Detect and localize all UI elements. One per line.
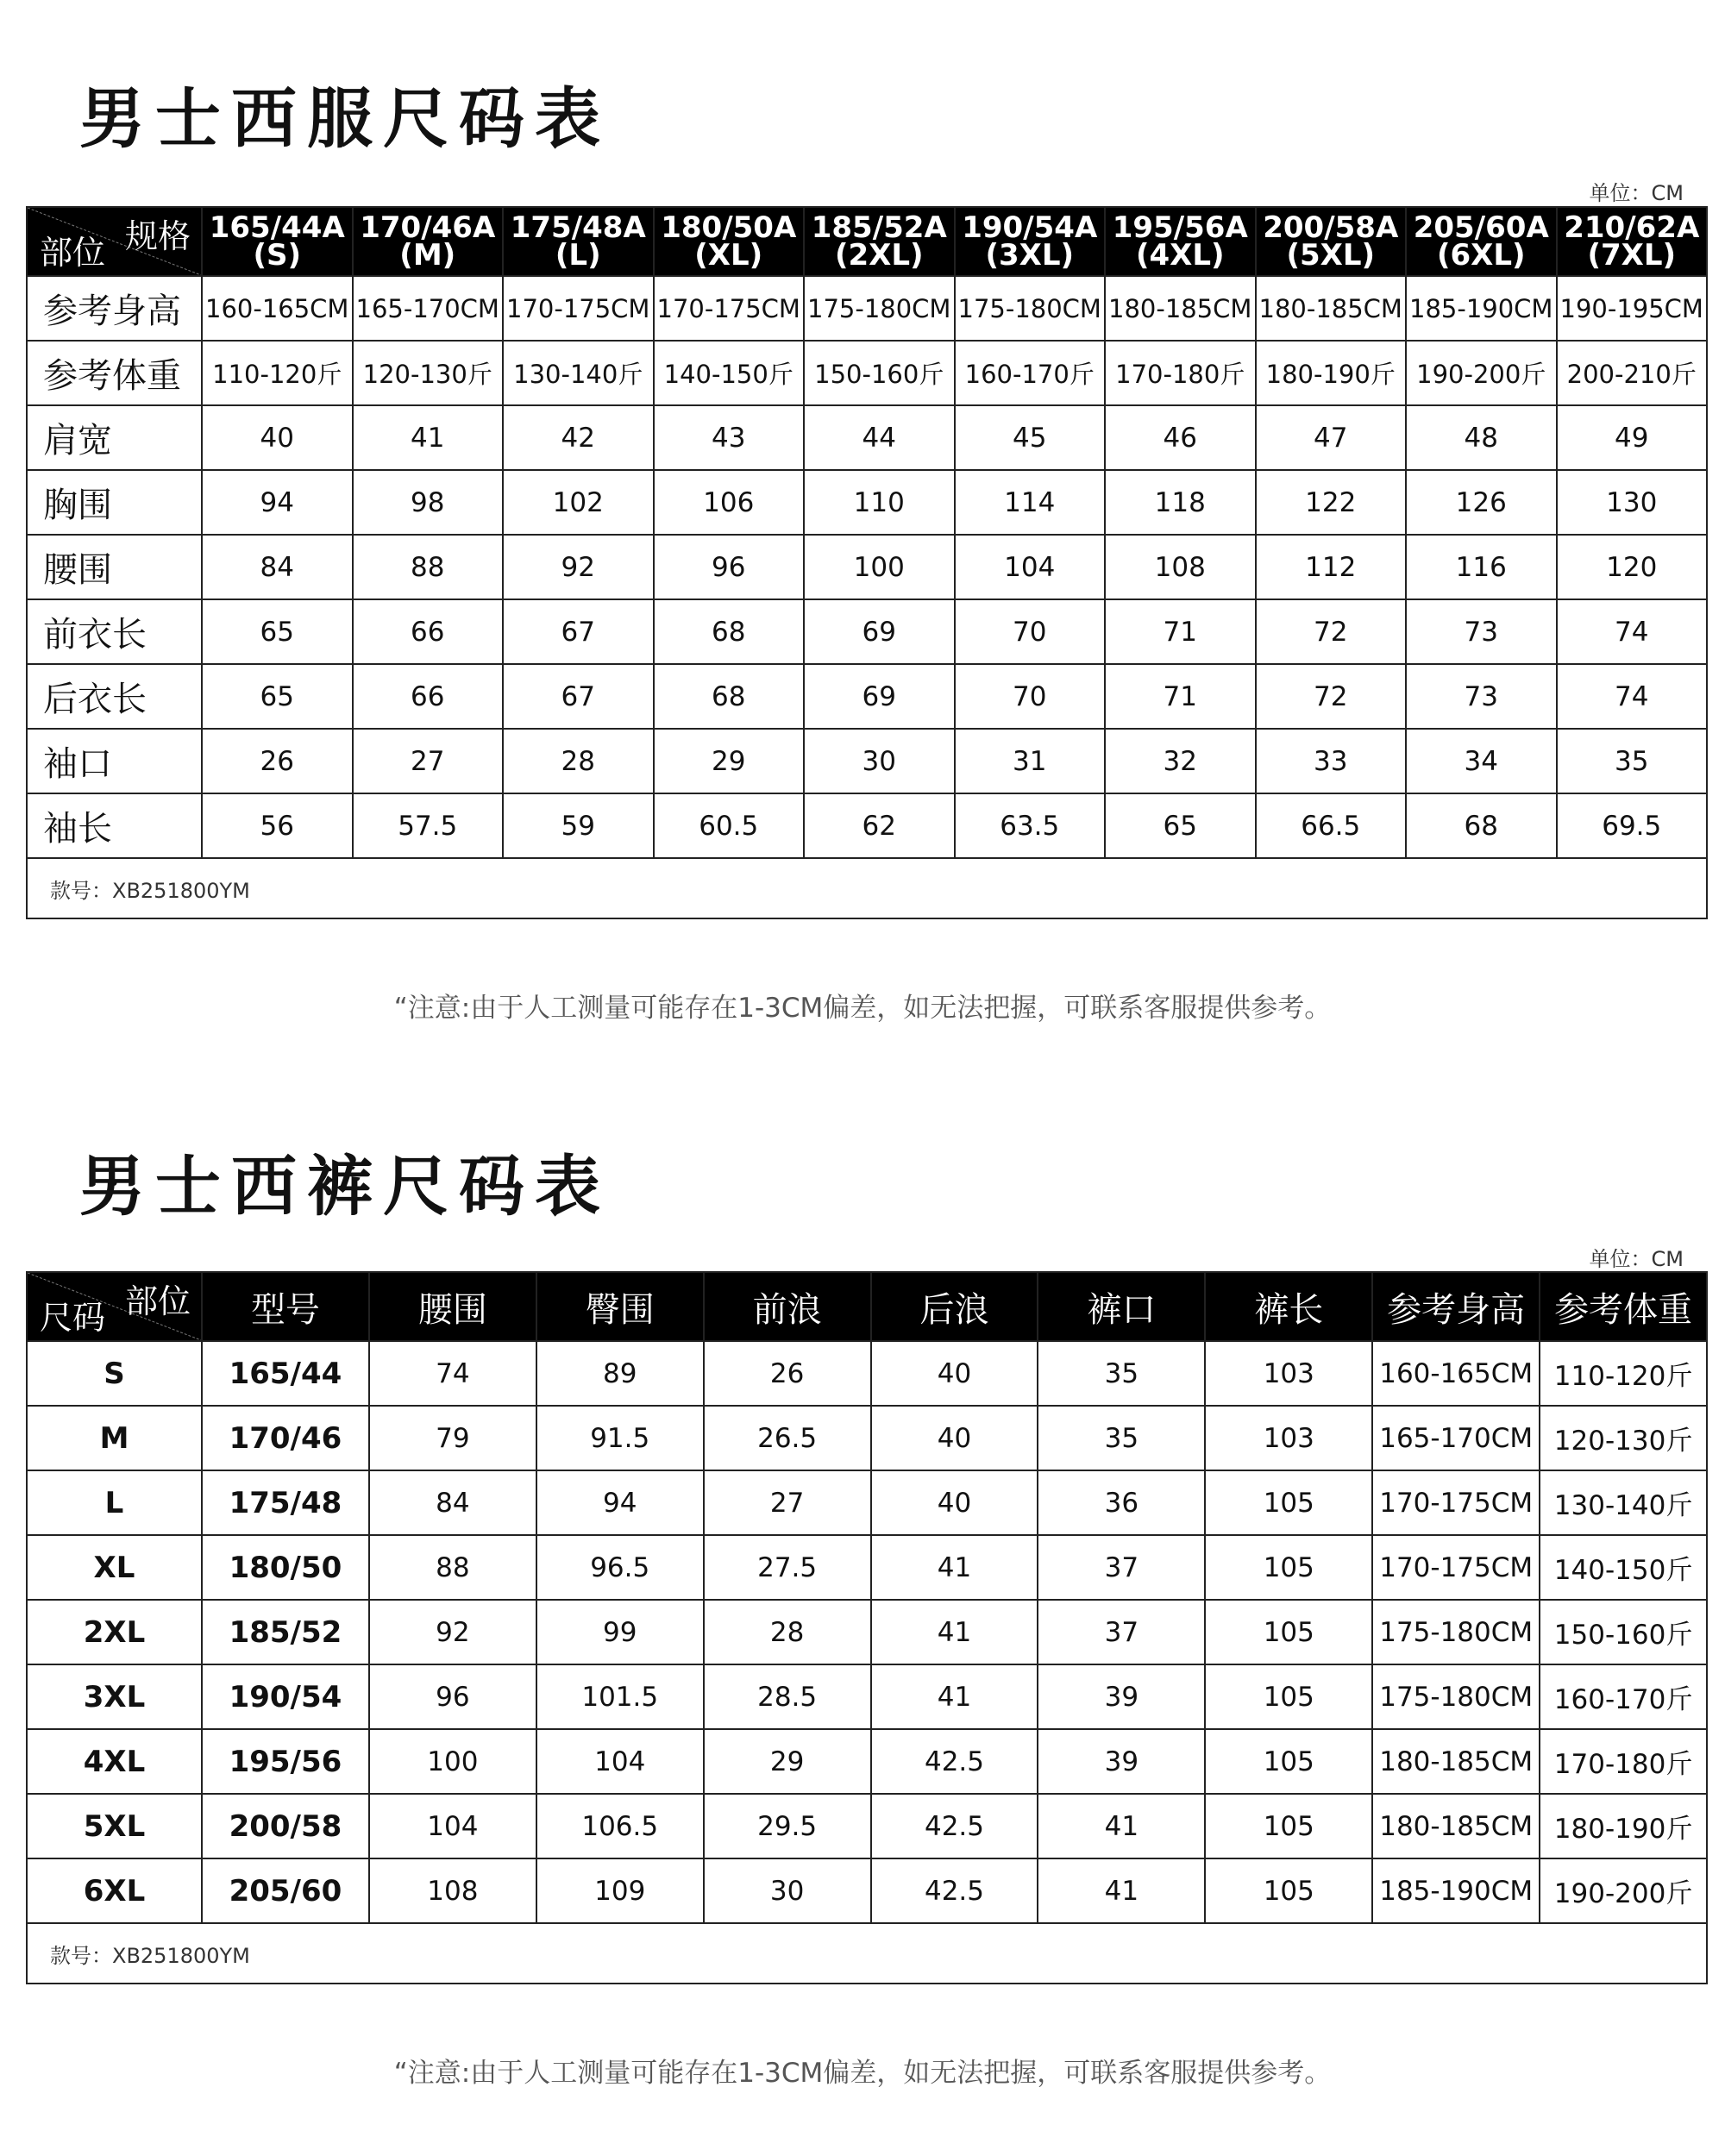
table-cell: 105 xyxy=(1205,1600,1372,1664)
table-cell: 72 xyxy=(1256,664,1407,729)
table-cell: 41 xyxy=(871,1664,1038,1729)
table-cell: 74 xyxy=(1557,599,1708,664)
table-cell: 160-165CM xyxy=(1372,1341,1540,1406)
table-cell: 40 xyxy=(202,405,353,470)
table-cell: 175-180CM xyxy=(804,276,955,341)
table-cell: 140-150斤 xyxy=(1540,1535,1707,1600)
pants-corner-part-label: 部位 xyxy=(124,1282,191,1320)
pants-note: “注意:由于人工测量可能存在1-3CM偏差，如无法把握，可联系客服提供参考。 xyxy=(393,2058,1332,2089)
table-cell: 92 xyxy=(369,1600,536,1664)
table-cell: 68 xyxy=(1406,793,1557,858)
table-cell: 35 xyxy=(1038,1341,1205,1406)
table-row xyxy=(27,535,1707,599)
table-cell: 67 xyxy=(503,599,654,664)
jacket-size-code: (M) xyxy=(399,238,456,273)
table-row xyxy=(27,1794,1707,1858)
table-cell: 48 xyxy=(1406,405,1557,470)
table-cell: 108 xyxy=(1105,535,1256,599)
size-label: L xyxy=(27,1470,202,1535)
table-cell: 200/58 xyxy=(202,1794,369,1858)
table-cell: 130-140斤 xyxy=(503,341,654,405)
jacket-size-header xyxy=(353,207,504,276)
row-label: 胸围 xyxy=(27,470,202,535)
table-row xyxy=(27,1664,1707,1729)
table-cell: 79 xyxy=(369,1406,536,1470)
table-cell: 56 xyxy=(202,793,353,858)
jacket-size-code: (4XL) xyxy=(1135,238,1225,273)
table-cell: 99 xyxy=(536,1600,704,1664)
row-label: 参考体重 xyxy=(27,341,202,405)
table-cell: 35 xyxy=(1038,1406,1205,1470)
table-cell: 42 xyxy=(503,405,654,470)
jacket-size-header xyxy=(1256,207,1407,276)
table-cell: 165-170CM xyxy=(353,276,504,341)
jacket-corner-cell xyxy=(27,207,202,276)
pants-column-header: 腰围 xyxy=(369,1272,536,1341)
table-cell: 96 xyxy=(654,535,805,599)
jacket-size-header xyxy=(955,207,1106,276)
table-cell: 106 xyxy=(654,470,805,535)
pants-column-header: 后浪 xyxy=(871,1272,1038,1341)
jacket-size-spec: 200/58A xyxy=(1263,210,1399,245)
table-cell: 74 xyxy=(1557,664,1708,729)
jacket-note: “注意:由于人工测量可能存在1-3CM偏差，如无法把握，可联系客服提供参考。 xyxy=(393,993,1332,1024)
table-cell: 84 xyxy=(369,1470,536,1535)
row-label: 袖口 xyxy=(27,729,202,793)
table-cell: 92 xyxy=(503,535,654,599)
table-cell: 180/50 xyxy=(202,1535,369,1600)
table-cell: 66 xyxy=(353,599,504,664)
table-cell: 110 xyxy=(804,470,955,535)
jacket-size-spec: 205/60A xyxy=(1413,210,1549,245)
table-cell: 190/54 xyxy=(202,1664,369,1729)
row-label: 袖长 xyxy=(27,793,202,858)
table-cell: 84 xyxy=(202,535,353,599)
table-cell: 165-170CM xyxy=(1372,1406,1540,1470)
table-cell: 180-190斤 xyxy=(1540,1794,1707,1858)
table-cell: 105 xyxy=(1205,1664,1372,1729)
table-cell: 126 xyxy=(1406,470,1557,535)
table-cell: 180-185CM xyxy=(1256,276,1407,341)
table-cell: 29 xyxy=(704,1729,871,1794)
table-row xyxy=(27,276,1707,341)
table-cell: 41 xyxy=(1038,1794,1205,1858)
table-cell: 160-165CM xyxy=(202,276,353,341)
table-cell: 69 xyxy=(804,599,955,664)
jacket-size-spec: 195/56A xyxy=(1112,210,1248,245)
jacket-size-code: (5XL) xyxy=(1286,238,1376,273)
table-cell: 190-200斤 xyxy=(1540,1858,1707,1923)
jacket-title: 男士西服尺码表 xyxy=(79,80,611,157)
table-cell: 37 xyxy=(1038,1535,1205,1600)
table-row xyxy=(27,664,1707,729)
table-cell: 110-120斤 xyxy=(1540,1341,1707,1406)
table-cell: 96.5 xyxy=(536,1535,704,1600)
jacket-size-header xyxy=(503,207,654,276)
pants-column-header: 前浪 xyxy=(704,1272,871,1341)
table-cell: 175/48 xyxy=(202,1470,369,1535)
style-number: 款号：XB251800YM xyxy=(27,1923,1707,1984)
jacket-size-header xyxy=(654,207,805,276)
table-cell: 40 xyxy=(871,1470,1038,1535)
jacket-header-row xyxy=(27,207,1707,276)
table-cell: 28.5 xyxy=(704,1664,871,1729)
table-cell: 34 xyxy=(1406,729,1557,793)
table-cell: 98 xyxy=(353,470,504,535)
table-cell: 109 xyxy=(536,1858,704,1923)
size-label: M xyxy=(27,1406,202,1470)
table-cell: 68 xyxy=(654,599,805,664)
table-cell: 88 xyxy=(369,1535,536,1600)
table-row xyxy=(27,341,1707,405)
table-cell: 41 xyxy=(1038,1858,1205,1923)
table-cell: 72 xyxy=(1256,599,1407,664)
table-cell: 42.5 xyxy=(871,1794,1038,1858)
table-row xyxy=(27,470,1707,535)
table-cell: 59 xyxy=(503,793,654,858)
table-cell: 29.5 xyxy=(704,1794,871,1858)
table-cell: 100 xyxy=(804,535,955,599)
table-cell: 70 xyxy=(955,664,1106,729)
table-cell: 29 xyxy=(654,729,805,793)
table-cell: 65 xyxy=(202,599,353,664)
table-cell: 62 xyxy=(804,793,955,858)
table-cell: 73 xyxy=(1406,664,1557,729)
table-cell: 26.5 xyxy=(704,1406,871,1470)
table-cell: 44 xyxy=(804,405,955,470)
row-label: 后衣长 xyxy=(27,664,202,729)
pants-column-header: 型号 xyxy=(202,1272,369,1341)
table-row xyxy=(27,1858,1707,1923)
table-cell: 114 xyxy=(955,470,1106,535)
table-cell: 104 xyxy=(369,1794,536,1858)
table-cell: 165/44 xyxy=(202,1341,369,1406)
table-cell: 190-195CM xyxy=(1557,276,1708,341)
table-cell: 35 xyxy=(1557,729,1708,793)
table-cell: 69.5 xyxy=(1557,793,1708,858)
jacket-size-table xyxy=(26,206,1708,919)
table-cell: 28 xyxy=(704,1600,871,1664)
table-cell: 105 xyxy=(1205,1535,1372,1600)
table-cell: 100 xyxy=(369,1729,536,1794)
table-cell: 36 xyxy=(1038,1470,1205,1535)
table-cell: 108 xyxy=(369,1858,536,1923)
table-cell: 47 xyxy=(1256,405,1407,470)
size-label: 5XL xyxy=(27,1794,202,1858)
pants-column-header: 参考体重 xyxy=(1540,1272,1707,1341)
jacket-size-code: (L) xyxy=(555,238,601,273)
table-cell: 200-210斤 xyxy=(1557,341,1708,405)
jacket-size-spec: 170/46A xyxy=(360,210,496,245)
table-cell: 42.5 xyxy=(871,1729,1038,1794)
table-cell: 27 xyxy=(704,1470,871,1535)
table-cell: 46 xyxy=(1105,405,1256,470)
jacket-size-code: (6XL) xyxy=(1436,238,1526,273)
size-label: 3XL xyxy=(27,1664,202,1729)
size-label: 2XL xyxy=(27,1600,202,1664)
jacket-size-code: (S) xyxy=(253,238,302,273)
table-row xyxy=(27,793,1707,858)
table-cell: 40 xyxy=(871,1406,1038,1470)
row-label: 前衣长 xyxy=(27,599,202,664)
table-cell: 102 xyxy=(503,470,654,535)
table-cell: 65 xyxy=(1105,793,1256,858)
size-label: 6XL xyxy=(27,1858,202,1923)
table-row xyxy=(27,599,1707,664)
table-cell: 170-175CM xyxy=(1372,1535,1540,1600)
table-cell: 63.5 xyxy=(955,793,1106,858)
table-cell: 185/52 xyxy=(202,1600,369,1664)
jacket-size-spec: 210/62A xyxy=(1564,210,1700,245)
table-cell: 205/60 xyxy=(202,1858,369,1923)
table-cell: 71 xyxy=(1105,664,1256,729)
table-cell: 130 xyxy=(1557,470,1708,535)
pants-column-header: 参考身高 xyxy=(1372,1272,1540,1341)
table-row xyxy=(27,1406,1707,1470)
table-cell: 37 xyxy=(1038,1600,1205,1664)
jacket-unit-label: 单位：CM xyxy=(1589,181,1684,205)
table-cell: 180-190斤 xyxy=(1256,341,1407,405)
table-cell: 69 xyxy=(804,664,955,729)
table-cell: 45 xyxy=(955,405,1106,470)
pants-size-table xyxy=(26,1271,1708,1984)
size-label: XL xyxy=(27,1535,202,1600)
table-cell: 120 xyxy=(1557,535,1708,599)
table-cell: 175-180CM xyxy=(955,276,1106,341)
table-cell: 71 xyxy=(1105,599,1256,664)
jacket-size-header xyxy=(804,207,955,276)
pants-corner-cell xyxy=(27,1272,202,1341)
table-cell: 74 xyxy=(369,1341,536,1406)
table-cell: 67 xyxy=(503,664,654,729)
jacket-size-code: (7XL) xyxy=(1587,238,1677,273)
table-cell: 170-175CM xyxy=(1372,1470,1540,1535)
table-cell: 105 xyxy=(1205,1794,1372,1858)
table-cell: 140-150斤 xyxy=(654,341,805,405)
table-cell: 185-190CM xyxy=(1406,276,1557,341)
pants-header-row xyxy=(27,1272,1707,1341)
table-cell: 170-175CM xyxy=(654,276,805,341)
table-cell: 105 xyxy=(1205,1729,1372,1794)
table-cell: 28 xyxy=(503,729,654,793)
table-cell: 57.5 xyxy=(353,793,504,858)
pants-corner-size-label: 尺码 xyxy=(40,1299,106,1337)
table-cell: 68 xyxy=(654,664,805,729)
table-cell: 73 xyxy=(1406,599,1557,664)
table-cell: 42.5 xyxy=(871,1858,1038,1923)
table-cell: 70 xyxy=(955,599,1106,664)
table-cell: 40 xyxy=(871,1341,1038,1406)
table-cell: 31 xyxy=(955,729,1106,793)
pants-column-header: 裤长 xyxy=(1205,1272,1372,1341)
jacket-size-spec: 185/52A xyxy=(811,210,947,245)
table-cell: 110-120斤 xyxy=(202,341,353,405)
jacket-size-code: (2XL) xyxy=(834,238,924,273)
table-row xyxy=(27,1729,1707,1794)
table-cell: 33 xyxy=(1256,729,1407,793)
table-cell: 180-185CM xyxy=(1372,1794,1540,1858)
row-label: 腰围 xyxy=(27,535,202,599)
table-cell: 66.5 xyxy=(1256,793,1407,858)
table-cell: 170-180斤 xyxy=(1540,1729,1707,1794)
table-cell: 27.5 xyxy=(704,1535,871,1600)
jacket-size-spec: 165/44A xyxy=(209,210,345,245)
table-cell: 60.5 xyxy=(654,793,805,858)
table-cell: 41 xyxy=(353,405,504,470)
jacket-size-header xyxy=(1406,207,1557,276)
table-row xyxy=(27,405,1707,470)
table-cell: 30 xyxy=(804,729,955,793)
table-cell: 43 xyxy=(654,405,805,470)
table-cell: 26 xyxy=(202,729,353,793)
table-cell: 190-200斤 xyxy=(1406,341,1557,405)
table-cell: 150-160斤 xyxy=(1540,1600,1707,1664)
table-cell: 41 xyxy=(871,1600,1038,1664)
jacket-size-header xyxy=(202,207,353,276)
pants-title: 男士西裤尺码表 xyxy=(79,1148,611,1225)
table-cell: 120-130斤 xyxy=(353,341,504,405)
table-row xyxy=(27,1535,1707,1600)
table-cell: 116 xyxy=(1406,535,1557,599)
size-label: S xyxy=(27,1341,202,1406)
size-label: 4XL xyxy=(27,1729,202,1794)
table-cell: 160-170斤 xyxy=(1540,1664,1707,1729)
table-cell: 150-160斤 xyxy=(804,341,955,405)
jacket-size-spec: 190/54A xyxy=(962,210,1098,245)
table-cell: 94 xyxy=(536,1470,704,1535)
table-cell: 89 xyxy=(536,1341,704,1406)
table-cell: 106.5 xyxy=(536,1794,704,1858)
table-cell: 26 xyxy=(704,1341,871,1406)
row-label: 参考身高 xyxy=(27,276,202,341)
table-cell: 101.5 xyxy=(536,1664,704,1729)
table-cell: 105 xyxy=(1205,1858,1372,1923)
table-cell: 185-190CM xyxy=(1372,1858,1540,1923)
table-cell: 195/56 xyxy=(202,1729,369,1794)
table-cell: 66 xyxy=(353,664,504,729)
table-cell: 130-140斤 xyxy=(1540,1470,1707,1535)
table-row xyxy=(27,1341,1707,1406)
jacket-size-spec: 175/48A xyxy=(510,210,646,245)
table-cell: 49 xyxy=(1557,405,1708,470)
table-cell: 180-185CM xyxy=(1372,1729,1540,1794)
table-cell: 104 xyxy=(536,1729,704,1794)
table-cell: 88 xyxy=(353,535,504,599)
table-cell: 112 xyxy=(1256,535,1407,599)
table-cell: 170-175CM xyxy=(503,276,654,341)
table-cell: 120-130斤 xyxy=(1540,1406,1707,1470)
table-cell: 175-180CM xyxy=(1372,1664,1540,1729)
row-label: 肩宽 xyxy=(27,405,202,470)
table-cell: 27 xyxy=(353,729,504,793)
table-cell: 170-180斤 xyxy=(1105,341,1256,405)
table-row xyxy=(27,729,1707,793)
pants-column-header: 臀围 xyxy=(536,1272,704,1341)
table-cell: 170/46 xyxy=(202,1406,369,1470)
style-number-row xyxy=(27,1923,1707,1984)
style-number-row xyxy=(27,858,1707,918)
table-cell: 118 xyxy=(1105,470,1256,535)
table-cell: 30 xyxy=(704,1858,871,1923)
table-cell: 160-170斤 xyxy=(955,341,1106,405)
table-cell: 180-185CM xyxy=(1105,276,1256,341)
jacket-size-code: (3XL) xyxy=(985,238,1075,273)
jacket-corner-spec-label: 规格 xyxy=(124,217,191,255)
table-row xyxy=(27,1470,1707,1535)
table-cell: 122 xyxy=(1256,470,1407,535)
table-cell: 94 xyxy=(202,470,353,535)
table-cell: 39 xyxy=(1038,1664,1205,1729)
jacket-size-code: (XL) xyxy=(694,238,763,273)
jacket-size-spec: 180/50A xyxy=(661,210,797,245)
table-cell: 41 xyxy=(871,1535,1038,1600)
jacket-corner-part-label: 部位 xyxy=(40,234,106,272)
jacket-size-header xyxy=(1105,207,1256,276)
table-cell: 175-180CM xyxy=(1372,1600,1540,1664)
table-cell: 32 xyxy=(1105,729,1256,793)
pants-column-header: 裤口 xyxy=(1038,1272,1205,1341)
table-cell: 105 xyxy=(1205,1470,1372,1535)
table-cell: 65 xyxy=(202,664,353,729)
table-cell: 103 xyxy=(1205,1341,1372,1406)
style-number: 款号：XB251800YM xyxy=(27,858,1707,918)
table-cell: 104 xyxy=(955,535,1106,599)
table-cell: 91.5 xyxy=(536,1406,704,1470)
table-row xyxy=(27,1600,1707,1664)
table-cell: 96 xyxy=(369,1664,536,1729)
jacket-size-header xyxy=(1557,207,1708,276)
table-cell: 39 xyxy=(1038,1729,1205,1794)
table-cell: 103 xyxy=(1205,1406,1372,1470)
pants-unit-label: 单位：CM xyxy=(1589,1247,1684,1271)
